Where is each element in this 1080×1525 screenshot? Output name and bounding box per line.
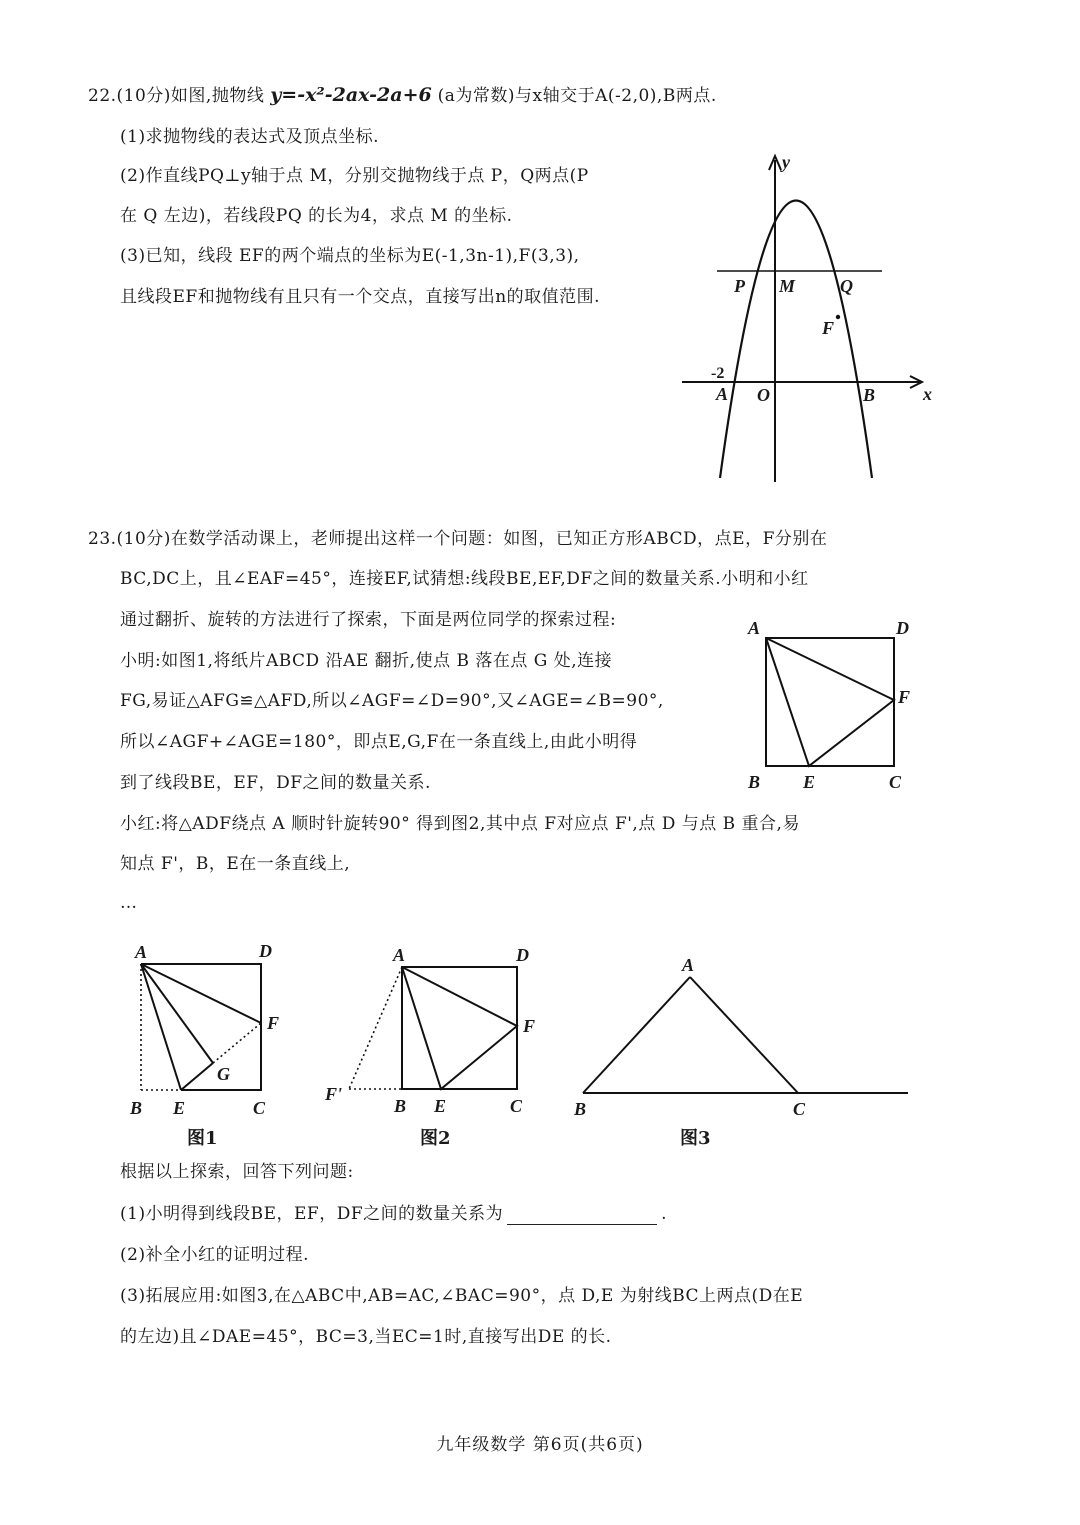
q22-formula: y=-x²-2ax-2a+6 (270, 84, 432, 106)
q23-xiaohong-line1: 小红:将△ADF绕点 A 顺时针旋转90° 得到图2,其中点 F对应点 F',点 D 与点 B 重合,易 (120, 814, 800, 834)
label-c: C (889, 772, 902, 792)
label-f: F (267, 1013, 280, 1033)
label-f-prime: F' (325, 1084, 343, 1104)
point-f-dot (836, 315, 840, 319)
segment-ab (583, 977, 690, 1093)
page-footer: 九年级数学 第6页(共6页) (436, 1435, 644, 1455)
dotted-gf (213, 1023, 261, 1063)
label-q: Q (840, 276, 853, 296)
figure-1 (125, 935, 295, 1125)
dotted-af-prime (349, 967, 402, 1089)
label-d: D (516, 945, 529, 965)
label-d: D (259, 941, 272, 961)
q22-part3-line1: (3)已知，线段 EF的两个端点的坐标为E(-1,3n-1),F(3,3), (120, 246, 580, 266)
label-f: F (822, 318, 835, 338)
q22-heading (88, 84, 717, 107)
label-b: B (130, 1098, 143, 1118)
segment-eg (181, 1063, 213, 1090)
label-o: O (757, 385, 770, 405)
figure-2-caption: 图2 (420, 1128, 451, 1149)
label-x: x (923, 384, 932, 404)
label-c: C (793, 1099, 806, 1119)
label-y: y (782, 152, 790, 172)
label-a: A (716, 384, 729, 404)
q23-square-figure (740, 610, 930, 800)
label-b: B (748, 772, 761, 792)
label-a: A (135, 942, 148, 962)
q22-heading-b: (a为常数)与x轴交于A(-2,0),B两点. (437, 86, 717, 106)
label-e: E (803, 772, 816, 792)
label-c: C (510, 1096, 523, 1116)
label-a: A (748, 618, 761, 638)
label-g: G (217, 1064, 230, 1084)
segment-ac (690, 977, 798, 1093)
figure-3-caption: 图3 (680, 1128, 711, 1149)
label-b: B (574, 1099, 587, 1119)
q23-answer1-end: . (661, 1204, 668, 1224)
segment-ae (141, 964, 181, 1090)
label-f: F (898, 687, 911, 707)
label-f: F (523, 1016, 536, 1036)
label-m: M (779, 276, 796, 296)
q23-line3: 通过翻折、旋转的方法进行了探索，下面是两位同学的探索过程: (120, 610, 617, 630)
triangle-aef (766, 638, 894, 766)
label-d: D (896, 618, 909, 638)
q23-xiaoming-line3: 所以∠AGF+∠AGE=180°，即点E,G,F在一条直线上,由此小明得 (120, 732, 638, 752)
label-neg2: -2 (711, 365, 725, 382)
q23-after-intro: 根据以上探索，回答下列问题: (120, 1162, 354, 1182)
q23-answer1-text: (1)小明得到线段BE，EF，DF之间的数量关系为 (120, 1204, 504, 1224)
q23-xiaoming-line2: FG,易证△AFG≌△AFD,所以∠AGF=∠D=90°,又∠AGE=∠B=90°, (120, 691, 664, 711)
segment-ag (141, 964, 213, 1063)
square-abc-edges (141, 964, 261, 1090)
q23-xiaohong-line2: 知点 F'，B，E在一条直线上, (120, 854, 351, 874)
q23-line2: BC,DC上，且∠EAF=45°，连接EF,试猜想:线段BE,EF,DF之间的数量关系.小明和小红 (120, 569, 809, 589)
label-b: B (863, 385, 876, 405)
segment-af (141, 964, 261, 1023)
label-a: A (393, 945, 406, 965)
parabola-curve (720, 201, 872, 479)
label-e: E (173, 1098, 186, 1118)
figure-1-caption: 图1 (187, 1128, 218, 1149)
q22-part2-line1: (2)作直线PQ⊥y轴于点 M，分别交抛物线于点 P，Q两点(P (120, 166, 589, 186)
q23-line1: 23.(10分)在数学活动课上，老师提出这样一个问题：如图，已知正方形ABCD，点E，F分别在 (88, 529, 828, 549)
q23-xiaoming-line4: 到了线段BE，EF，DF之间的数量关系. (120, 773, 431, 793)
q23-answer3-line2: 的左边)且∠DAE=45°，BC=3,当EC=1时,直接写出DE 的长. (120, 1327, 612, 1347)
answer-blank[interactable] (507, 1206, 657, 1225)
q22-part3-line2: 且线段EF和抛物线有且只有一个交点，直接写出n的取值范围. (120, 287, 601, 307)
q23-ellipsis: … (120, 893, 138, 913)
label-b: B (394, 1096, 407, 1116)
q23-answer1 (120, 1203, 667, 1225)
square-abcd (402, 967, 517, 1089)
q22-heading-a: 22.(10分)如图,抛物线 (88, 86, 265, 106)
figure-2 (320, 935, 550, 1125)
figure-3 (565, 950, 920, 1125)
q22-part2-line2: 在 Q 左边)，若线段PQ 的长为4，求点 M 的坐标. (120, 206, 513, 226)
label-e: E (434, 1096, 447, 1116)
q23-xiaoming-line1: 小明:如图1,将纸片ABCD 沿AE 翻折,使点 B 落在点 G 处,连接 (120, 651, 613, 671)
triangle-aef (402, 967, 517, 1089)
q23-answer3-line1: (3)拓展应用:如图3,在△ABC中,AB=AC,∠BAC=90°，点 D,E 为射线BC上两点(D在E (120, 1286, 804, 1306)
label-p: P (734, 276, 745, 296)
q22-parabola-figure (670, 150, 950, 490)
label-c: C (253, 1098, 266, 1118)
q22-part1: (1)求抛物线的表达式及顶点坐标. (120, 127, 379, 147)
label-a: A (682, 955, 695, 975)
square-abcd (766, 638, 894, 766)
q23-answer2: (2)补全小红的证明过程. (120, 1245, 309, 1265)
